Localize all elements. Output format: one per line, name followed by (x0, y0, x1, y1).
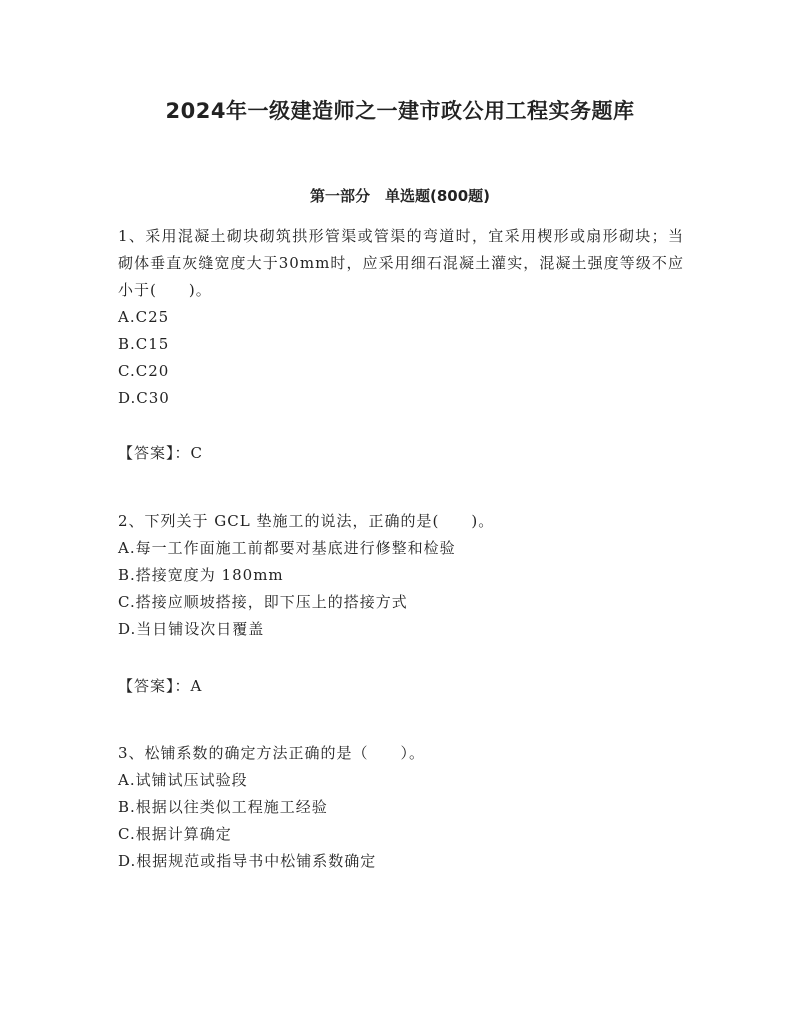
option-b: B.根据以往类似工程施工经验 (118, 798, 328, 816)
answer-2 (118, 675, 202, 696)
question-stem: 3、松铺系数的确定方法正确的是（ ）。 (118, 744, 426, 762)
option-c: C.C20 (118, 362, 170, 380)
question-stem: 2、下列关于 GCL 垫施工的说法，正确的是( )。 (118, 512, 495, 530)
answer-value: C (190, 444, 203, 462)
answer-label: 【答案】： (118, 444, 191, 462)
document-title: 2024年一级建造师之一建市政公用工程实务题库 (165, 99, 635, 123)
option-c: C.搭接应顺坡搭接，即下压上的搭接方式 (118, 593, 408, 611)
option-d: D.根据规范或指导书中松铺系数确定 (118, 852, 377, 870)
question-2 (118, 508, 684, 643)
answer-label: 【答案】： (118, 677, 191, 695)
question-stem: 1、采用混凝土砌块砌筑拱形管渠或管渠的弯道时，宜采用楔形或扇形砌块；当砌体垂直灰缝宽度大于30mm时，应采用细石混凝土灌实，混凝土强度等级不应小于( )。 (118, 227, 684, 299)
option-c: C.根据计算确定 (118, 825, 232, 843)
section-heading: 第一部分 单选题(800题) (309, 187, 491, 205)
question-1 (118, 223, 684, 412)
option-d: D.C30 (118, 389, 170, 407)
option-a: A.每一工作面施工前都要对基底进行修整和检验 (118, 539, 456, 557)
option-d: D.当日铺设次日覆盖 (118, 620, 265, 638)
option-b: B.C15 (118, 335, 170, 353)
option-a: A.试铺试压试验段 (118, 771, 248, 789)
option-a: A.C25 (118, 308, 170, 326)
answer-1 (118, 442, 203, 463)
question-3 (118, 740, 684, 875)
option-b: B.搭接宽度为 180mm (118, 566, 284, 584)
answer-value: A (190, 677, 203, 695)
